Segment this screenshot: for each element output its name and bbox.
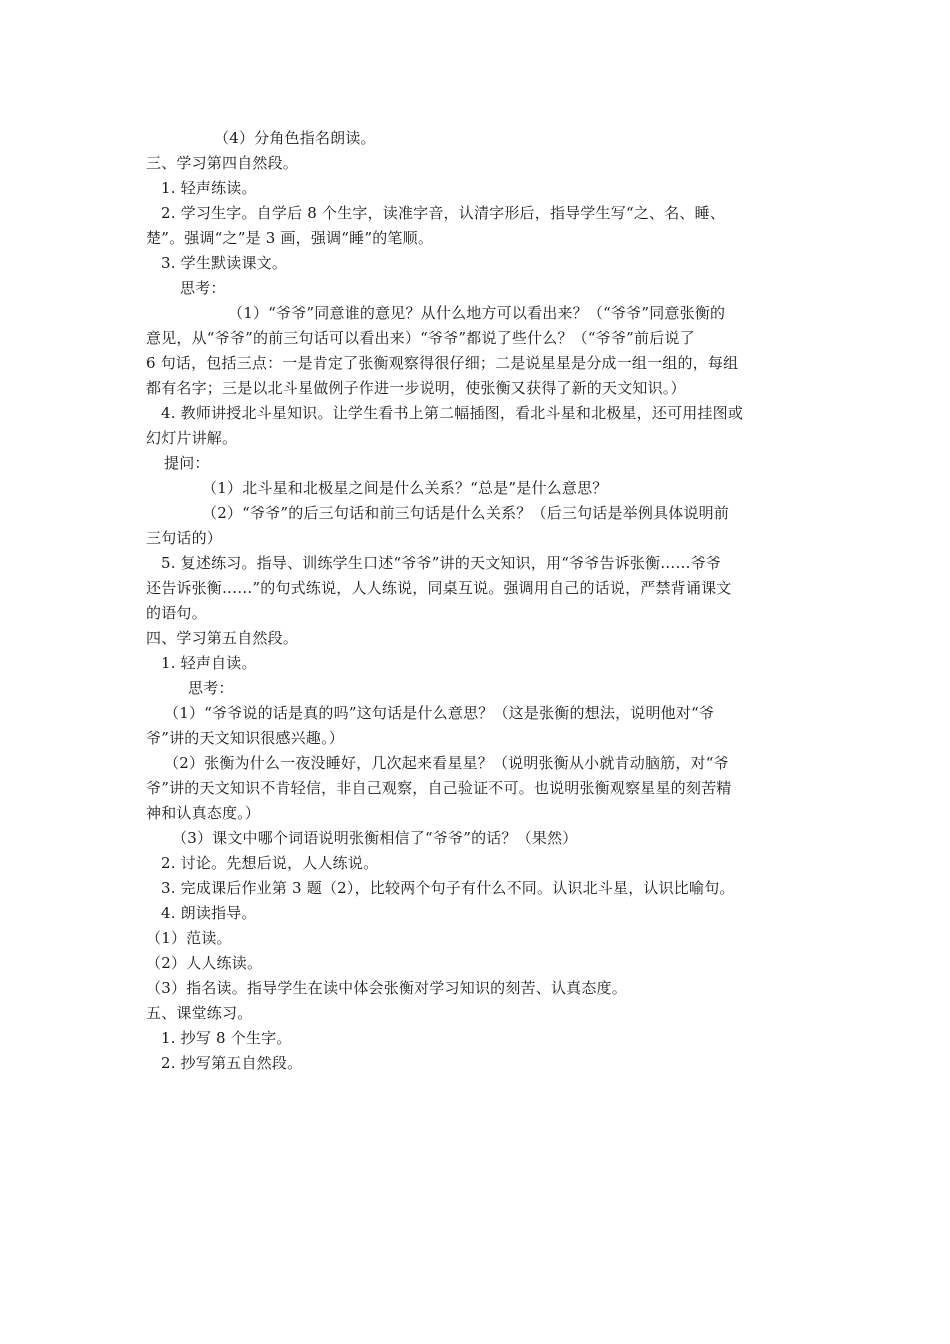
text-line: 思考： <box>180 279 226 297</box>
text-line: （3）课文中哪个词语说明张衡相信了“爷爷”的话？（果然） <box>172 829 578 847</box>
text-line: 1. 轻声自读。 <box>161 654 257 672</box>
text-line: 1. 轻声练读。 <box>161 179 257 197</box>
text-line: 6 句话，包括三点：一是肯定了张衡观察得很仔细；二是说星星是分成一组一组的，每组 <box>146 354 739 372</box>
text-line: 3. 学生默读课文。 <box>161 254 288 272</box>
text-line: （2）人人练读。 <box>146 954 263 972</box>
text-line: 爷”讲的天文知识不肯轻信，非自己观察，自己验证不可。也说明张衡观察星星的刻苦精 <box>146 779 732 797</box>
text-line: 2. 学习生字。自学后 8 个生字，读准字音，认清字形后，指导学生写“之、名、睡、 <box>161 204 726 222</box>
text-line: （4）分角色指名朗读。 <box>214 129 376 147</box>
text-line: 提问： <box>164 454 210 472</box>
text-line: 楚”。强调“之”是 3 画，强调“睡”的笔顺。 <box>146 229 434 247</box>
text-line: 2. 抄写第五自然段。 <box>161 1054 303 1072</box>
text-line: （2）张衡为什么一夜没睡好，几次起来看星星？（说明张衡从小就肯动脑筋，对“爷 <box>164 754 729 772</box>
text-line: 意见，从“爷爷”的前三句话可以看出来）“爷爷”都说了些什么？（“爷爷”前后说了 <box>146 329 695 347</box>
text-line: 5. 复述练习。指导、训练学生口述“爷爷”讲的天文知识，用“爷爷告诉张衡……爷爷 <box>161 554 722 572</box>
text-line: 思考： <box>188 679 234 697</box>
text-line: 4. 朗读指导。 <box>161 904 257 922</box>
text-line: 3. 完成课后作业第 3 题（2），比较两个句子有什么不同。认识北斗星，认识比喻句。 <box>161 879 735 897</box>
text-line: 幻灯片讲解。 <box>146 429 238 447</box>
section-heading: 四、学习第五自然段。 <box>146 629 299 647</box>
section-heading: 五、课堂练习。 <box>146 1004 253 1022</box>
text-line: 还告诉张衡……”的句式练说，人人练说，同桌互说。强调用自己的话说，严禁背诵课文 <box>146 579 732 597</box>
text-line: （1）范读。 <box>146 929 232 947</box>
text-line: 都有名字；三是以北斗星做例子作进一步说明，使张衡又获得了新的天文知识。） <box>146 379 686 397</box>
text-line: （2）“爷爷”的后三句话和前三句话是什么关系？（后三句话是举例具体说明前 <box>202 504 730 522</box>
text-line: 爷”讲的天文知识很感兴趣。） <box>146 729 344 747</box>
text-line: 三句话的） <box>146 529 223 547</box>
text-line: （1）北斗星和北极星之间是什么关系？“总是”是什么意思？ <box>202 479 608 497</box>
text-line: （1）“爷爷说的话是真的吗”这句话是什么意思？（这是张衡的想法，说明他对“爷 <box>164 704 715 722</box>
text-line: 1. 抄写 8 个生字。 <box>161 1029 292 1047</box>
text-line: （1）“爷爷”同意谁的意见？从什么地方可以看出来？（“爷爷”同意张衡的 <box>228 304 726 322</box>
text-line: 4. 教师讲授北斗星知识。让学生看书上第二幅插图，看北斗星和北极星，还可用挂图或 <box>161 404 744 422</box>
text-line: 的语句。 <box>146 604 207 622</box>
section-heading: 三、学习第四自然段。 <box>146 154 299 172</box>
text-line: 神和认真态度。） <box>146 804 261 822</box>
text-line: 2. 讨论。先想后说，人人练说。 <box>161 854 379 872</box>
text-line: （3）指名读。指导学生在读中体会张衡对学习知识的刻苦、认真态度。 <box>146 979 627 997</box>
